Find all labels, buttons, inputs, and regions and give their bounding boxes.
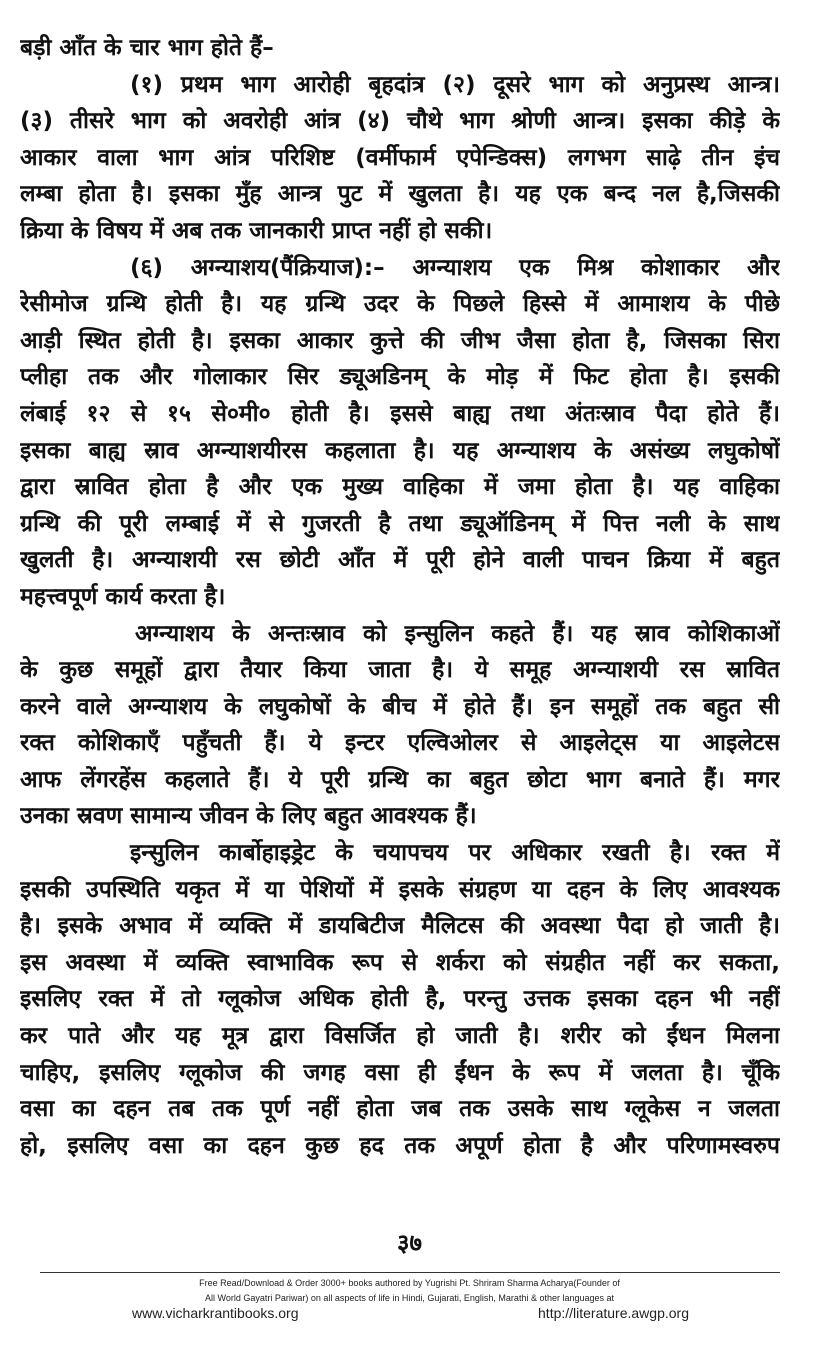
text-line: (६) अग्न्याशय(पैंक्रियाज):– अग्न्याशय एक मिश्र कोशाकार और	[130, 254, 780, 281]
footer	[0, 1276, 819, 1321]
text-line: (१) प्रथम भाग आरोही बृहदांत्र (२) दूसरे भाग को अनुप्रस्थ आन्त्र।	[130, 71, 780, 98]
footer-link-literature[interactable]: http://literature.awgp.org	[538, 1305, 689, 1321]
footer-line-1: Free Read/Download & Order 3000+ books authored by Yugrishi Pt. Shriram Sharma Acharya(Founder of	[199, 1278, 620, 1288]
page-number: ३७	[397, 1229, 422, 1257]
text-line: लंबाई १२ से १५ से०मी० होती है। इससे बाह्य तथा अंतःस्राव पैदा होते हैं।	[20, 400, 780, 427]
text-line: इसकी उपस्थिति यकृत में या पेशियों में इसके संग्रहण या दहन के लिए आवश्यक	[20, 876, 780, 903]
text-line: चाहिए, इसलिए ग्लूकोज की जगह वसा ही ईंधन के रूप में जलता है। चूँकि	[20, 1059, 780, 1086]
text-line: अग्न्याशय के अन्तःस्राव को इन्सुलिन कहते हैं। यह स्राव कोशिकाओं	[135, 620, 780, 647]
text-line: इसलिए रक्त में तो ग्लूकोज अधिक होती है, परन्तु उत्तक इसका दहन भी नहीं	[20, 986, 780, 1013]
text-line: इसका बाह्य स्राव अग्न्याशयीरस कहलाता है। यह अग्न्याशय के असंख्य लघुकोषों	[20, 437, 780, 464]
text-line: है। इसके अभाव में व्यक्ति में डायबिटीज मैलिटस की अवस्था पैदा हो जाती है।	[20, 913, 780, 940]
footer-link-vicharkranti[interactable]: www.vicharkrantibooks.org	[132, 1305, 299, 1321]
text-line: वसा का दहन तब तक पूर्ण नहीं होता जब तक उसके साथ ग्लूकेस न जलता	[20, 1096, 780, 1123]
text-line: इन्सुलिन कार्बोहाइड्रेट के चयापचय पर अधिकार रखती है। रक्त में	[130, 840, 780, 867]
text-line: आड़ी स्थित होती है। इसका आकार कुत्ते की जीभ जैसा होता है, जिसका सिरा	[20, 327, 780, 354]
text-line: (३) तीसरे भाग को अवरोही आंत्र (४) चौथे भाग श्रोणी आन्त्र। इसका कीड़े के	[20, 108, 780, 135]
text-line: लम्बा होता है। इसका मुँह आन्त्र पुट में खुलता है। यह एक बन्द नल है,जिसकी	[20, 181, 780, 208]
text-line: ग्रन्थि की पूरी लम्बाई में से गुजरती है तथा ड्यूऑडिनम् में पित्त नली के साथ	[20, 510, 780, 537]
footer-divider	[40, 1272, 780, 1273]
text-line: हो, इसलिए वसा का दहन कुछ हद तक अपूर्ण होता है और परिणामस्वरुप	[20, 1132, 780, 1159]
page-body	[20, 30, 780, 1164]
text-line: प्लीहा तक और गोलाकार सिर ड्यूअडिनम् के मोड़ में फिट होता है। इसकी	[20, 364, 780, 391]
heading-line: बड़ी आँत के चार भाग होते हैं–	[20, 35, 274, 61]
text-line: इस अवस्था में व्यक्ति स्वाभाविक रूप से शर्करा को संग्रहीत नहीं कर सकता,	[20, 949, 780, 976]
text-line: करने वाले अग्न्याशय के लघुकोषों के बीच में होते हैं। इन समूहों तक बहुत सी	[20, 693, 780, 720]
footer-links	[0, 1306, 819, 1321]
text-line: क्रिया के विषय में अब तक जानकारी प्राप्त नहीं हो सकी।	[20, 217, 493, 244]
text-line: आकार वाला भाग आंत्र परिशिष्ट (वर्मीफार्म एपेन्डिक्स) लगभग साढ़े तीन इंच	[20, 144, 780, 171]
text-line: द्वारा स्रावित होता है और एक मुख्य वाहिका में जमा होता है। यह वाहिका	[20, 474, 780, 501]
text-line: रेसीमोज ग्रन्थि होती है। यह ग्रन्थि उदर के पिछले हिस्से में आमाशय के पीछे	[20, 291, 780, 318]
text-line: रक्त कोशिकाएँ पहुँचती हैं। ये इन्टर एल्विओलर से आइलेट्स या आइलेटस	[20, 730, 780, 757]
text-line: आफ लेंगरहेंस कहलाते हैं। ये पूरी ग्रन्थि का बहुत छोटा भाग बनाते हैं। मगर	[20, 766, 780, 793]
footer-line-2: All World Gayatri Pariwar) on all aspects of life in Hindi, Gujarati, English, Marathi & other languages at	[204, 1293, 615, 1303]
text-line: उनका स्रवण सामान्य जीवन के लिए बहुत आवश्यक हैं।	[20, 803, 477, 830]
text-line: के कुछ समूहों द्वारा तैयार किया जाता है। ये समूह अग्न्याशयी रस स्रावित	[20, 657, 780, 684]
text-line: खुलती है। अग्न्याशयी रस छोटी आँत में पूरी होने वाली पाचन क्रिया में बहुत	[20, 547, 780, 574]
text-line: महत्त्वपूर्ण कार्य करता है।	[20, 583, 226, 610]
text-line: कर पाते और यह मूत्र द्वारा विसर्जित हो जाती है। शरीर को ईंधन मिलना	[20, 1023, 780, 1050]
